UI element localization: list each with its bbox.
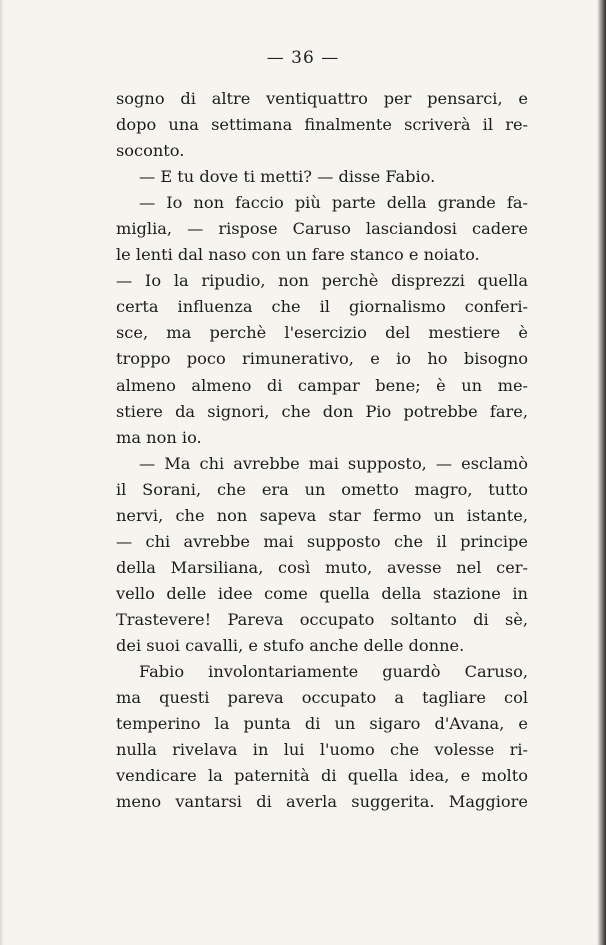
text-line: certa influenza che il giornalismo conferi- [116, 297, 528, 317]
text-line: soconto. [116, 141, 185, 161]
body-text [116, 86, 528, 815]
text-line: ma non io. [116, 427, 202, 447]
text-line: le lenti dal naso con un fare stanco e noiato. [116, 245, 480, 265]
text-line: almeno almeno di campar bene; è un me- [116, 375, 528, 395]
text-line: — Io la ripudio, non perchè disprezzi quella [116, 271, 528, 291]
text-line: ma questi pareva occupato a tagliare col [116, 688, 528, 708]
text-line: — Ma chi avrebbe mai supposto, — esclamò [139, 453, 528, 473]
text-line: — chi avrebbe mai supposto che il principe [116, 531, 528, 551]
text-line: — Io non faccio più parte della grande fa- [139, 193, 528, 213]
text-line: temperino la punta di un sigaro d'Avana, e [116, 714, 528, 734]
text-line: nulla rivelava in lui l'uomo che volesse ri- [116, 740, 528, 760]
text-line: vendicare la paternità di quella idea, e molto [116, 766, 528, 786]
text-line: vello delle idee come quella della stazione in [116, 583, 528, 603]
text-line: stiere da signori, che don Pio potrebbe fare, [116, 401, 528, 421]
text-line: troppo poco rimunerativo, e io ho bisogno [116, 349, 528, 369]
page-number: — 36 — [266, 48, 340, 68]
text-line: Fabio involontariamente guardò Caruso, [139, 662, 528, 682]
text-line: della Marsiliana, così muto, avesse nel cer- [116, 557, 528, 577]
text-line: sce, ma perchè l'esercizio del mestiere è [116, 323, 528, 343]
page-edge-shadow [597, 0, 606, 945]
text-line: dopo una settimana finalmente scriverà il re- [116, 115, 528, 135]
page-gutter-shadow [0, 0, 4, 945]
text-line: dei suoi cavalli, e stufo anche delle donne. [116, 635, 465, 655]
text-line: sogno di altre ventiquattro per pensarci, e [116, 89, 528, 108]
text-line: miglia, — rispose Caruso lasciandosi cadere [116, 219, 528, 239]
text-line: Trastevere! Pareva occupato soltanto di sè, [116, 609, 528, 629]
text-line: — E tu dove ti metti? — disse Fabio. [139, 167, 436, 187]
text-line: il Sorani, che era un ometto magro, tutto [116, 479, 528, 499]
text-line: meno vantarsi di averla suggerita. Maggiore [116, 792, 528, 812]
text-line: nervi, che non sapeva star fermo un istante, [116, 505, 528, 525]
